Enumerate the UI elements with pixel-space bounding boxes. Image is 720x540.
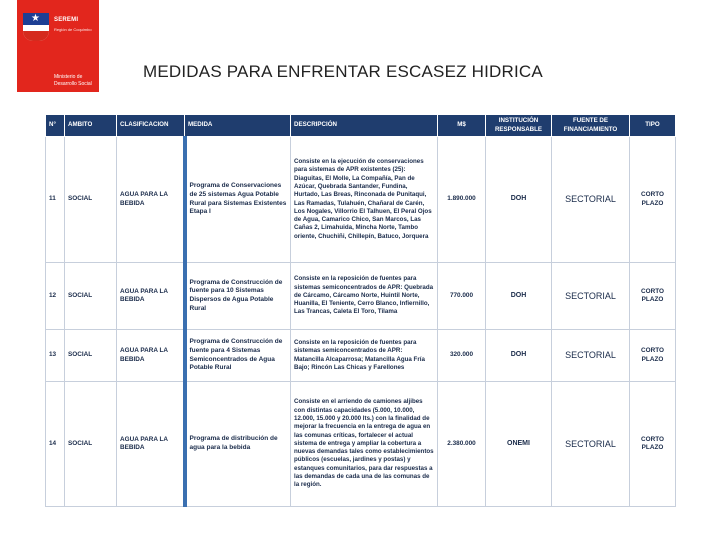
row-fuente: SECTORIAL — [552, 137, 630, 263]
row-ambito: SOCIAL — [65, 330, 117, 382]
measures-table — [45, 114, 676, 507]
header-descripcion: DESCRIPCIÓN — [291, 115, 438, 137]
row-tipo: CORTO PLAZO — [630, 382, 676, 507]
logo-seremi-text: SEREMI — [54, 17, 79, 23]
row-medida: Programa de Construcción de fuente para 10 Sistemas Dispersos de Agua Potable Rural — [185, 263, 291, 330]
header-fuente: FUENTE DE FINANCIAMIENTO — [552, 115, 630, 137]
row-ambito: SOCIAL — [65, 263, 117, 330]
row-ambito: SOCIAL — [65, 137, 117, 263]
header-n: N° — [46, 115, 65, 137]
row-clasificacion: AGUA PARA LA BEBIDA — [117, 382, 185, 507]
row-descripcion: Consiste en la reposición de fuentes para sistemas semiconcentrados de APR: Quebrada de Cárcamo, Cárcamo Norte, Huintil Norte, Huanilla, El Teniente, Cerro Blanco, Infiernillo, Las Trancas, Caleta El Toro, Tilama — [291, 263, 438, 330]
table-row — [46, 137, 676, 263]
row-medida: Programa de Conservaciones de 25 sistemas Agua Potable Rural para Sistemas Existentes Etapa I — [185, 137, 291, 263]
row-institucion: ONEMI — [486, 382, 552, 507]
table-row — [46, 330, 676, 382]
chile-shield-icon: ★ — [23, 13, 49, 41]
header-institucion: INSTITUCIÓN RESPONSABLE — [486, 115, 552, 137]
row-institucion: DOH — [486, 137, 552, 263]
row-number: 13 — [46, 330, 65, 382]
row-tipo: CORTO PLAZO — [630, 263, 676, 330]
row-tipo: CORTO PLAZO — [630, 137, 676, 263]
row-clasificacion: AGUA PARA LA BEBIDA — [117, 330, 185, 382]
row-medida: Programa de Construcción de fuente para 4 Sistemas Semiconcentrados de Agua Potable Rural — [185, 330, 291, 382]
row-descripcion: Consiste en el arriendo de camiones aljibes con distintas capacidades (5.000, 10.000, 12.000, 15.000 y 20.000 lts.) con la finalidad de mejorar la frecuencia en la entrega de agua en las comunas críticas, fortalecer el actual sistema de entrega y ampliar la cobertura a nuevas demandas tales como establecimientos públicos (escuelas, jardines y postas) y estanques comunitarios, para dar respuestas a las demandas de cada una de las comunas de la región. — [291, 382, 438, 507]
row-institucion: DOH — [486, 263, 552, 330]
header-ambito: AMBITO — [65, 115, 117, 137]
table-header-row — [46, 115, 676, 137]
header-medida: MEDIDA — [185, 115, 291, 137]
row-number: 14 — [46, 382, 65, 507]
row-clasificacion: AGUA PARA LA BEBIDA — [117, 137, 185, 263]
row-monto: 1.890.000 — [438, 137, 486, 263]
table-row — [46, 263, 676, 330]
page-title: MEDIDAS PARA ENFRENTAR ESCASEZ HIDRICA — [143, 62, 543, 81]
row-number: 12 — [46, 263, 65, 330]
logo-ministry-text: Ministerio de Desarrollo Social — [54, 74, 92, 87]
row-institucion: DOH — [486, 330, 552, 382]
header-monto: M$ — [438, 115, 486, 137]
row-number: 11 — [46, 137, 65, 263]
row-monto: 770.000 — [438, 263, 486, 330]
row-tipo: CORTO PLAZO — [630, 330, 676, 382]
row-clasificacion: AGUA PARA LA BEBIDA — [117, 263, 185, 330]
row-fuente: SECTORIAL — [552, 263, 630, 330]
seremi-logo — [17, 0, 99, 92]
row-fuente: SECTORIAL — [552, 382, 630, 507]
row-ambito: SOCIAL — [65, 382, 117, 507]
row-medida: Programa de distribución de agua para la bebida — [185, 382, 291, 507]
row-fuente: SECTORIAL — [552, 330, 630, 382]
logo-region-text: Región de Coquimbo — [54, 27, 92, 32]
table-row — [46, 382, 676, 507]
header-clasificacion: CLASIFICACION — [117, 115, 185, 137]
row-descripcion: Consiste en la ejecución de conservaciones para sistemas de APR existentes (25): Diaguitas, El Molle, La Compañía, Pan de Azúcar, Quebrada Santander, Fundina, Hurtado, Las Breas, Rinconada de Punitaqui, Las Ramadas, Tulahuén, Chañaral de Carén, Los Nogales, Villorrio El Talhuen, El Peral Ojos de Agua, Camarico Chico, San Marcos, Las Cañas 2, Limahuida, Mincha Norte, Tambo oriente, Chuchiñi, Chillepín, Batuco, Jorquera — [291, 137, 438, 263]
row-monto: 320.000 — [438, 330, 486, 382]
row-monto: 2.380.000 — [438, 382, 486, 507]
header-tipo: TIPO — [630, 115, 676, 137]
row-descripcion: Consiste en la reposición de fuentes para sistemas semiconcentrados de APR: Matancilla Alcaparrosa; Matancilla Agua Fría Bajo; Rincón Las Chicas y Farellones — [291, 330, 438, 382]
